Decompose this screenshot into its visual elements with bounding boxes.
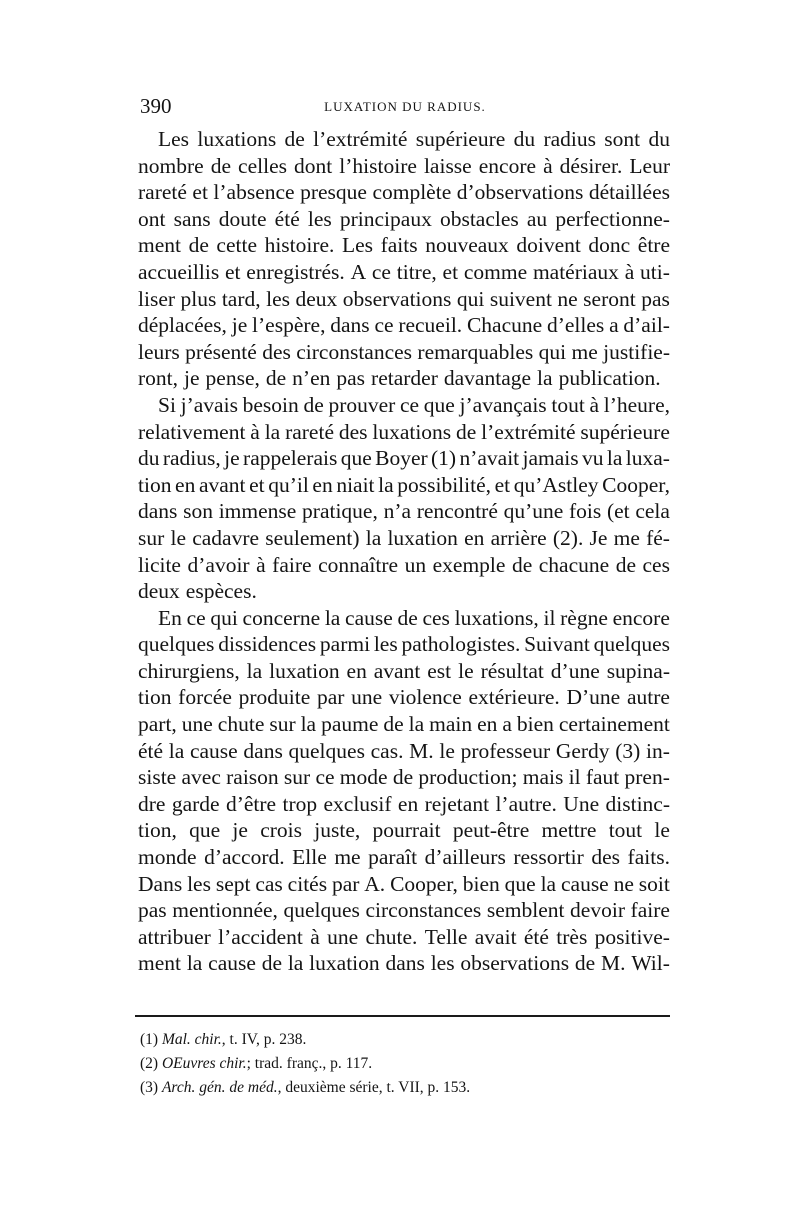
footnote [140,1076,660,1100]
text-line: sur le cadavre seulement) la luxation en arrière (2). Je me fé- [138,525,670,550]
text-line: tion forcée produite par une violence extérieure. D’une autre [138,685,670,710]
text-line: liser plus tard, les deux observations qui suivent ne seront pas [138,286,670,311]
footnote-title: OEuvres chir. [161,1055,247,1072]
footnote [140,1052,660,1076]
text-line: dre garde d’être trop exclusif en rejetant l’autre. Une distinc- [138,791,670,816]
text-line: du radius, je rappelerais que Boyer (1) n’avait jamais vu la luxa- [138,446,670,471]
text-line: chirurgiens, la luxation en avant est le résultat d’une supina- [138,658,670,683]
text-line: En ce qui concerne la cause de ces luxations, il règne encore [158,605,670,630]
text-line: ront, je pense, de n’en pas retarder davantage la publication. [138,366,661,391]
text-line: déplacées, je l’espère, dans ce recueil. Chacune d’elles a d’ail- [138,313,670,338]
text-line: rareté et l’absence presque complète d’observations détaillées [138,180,670,205]
running-head: LUXATION DU RADIUS. [324,99,486,114]
text-line: Si j’avais besoin de prouver ce que j’avançais tout à l’heure, [158,392,670,417]
body-text [138,126,670,977]
footnote-title: Mal. chir. [161,1031,222,1048]
footnotes [140,1028,660,1100]
text-line: monde d’accord. Elle me paraît d’ailleurs ressortir des faits. [138,845,670,870]
footnote-reference: ; trad. franç., p. 117. [246,1055,373,1072]
text-line: Les luxations de l’extrémité supérieure du radius sont du [158,127,670,151]
footnote-title: Arch. gén. de méd. [161,1079,278,1096]
text-line: été la cause dans quelques cas. M. le professeur Gerdy (3) in- [138,738,670,763]
text-line: quelques dissidences parmi les pathologistes. Suivant quelques [138,632,670,657]
text-line: tion en avant et qu’il en niait la possibilité, et qu’Astley Cooper, [138,472,670,497]
text-line: licite d’avoir à faire connaître un exemple de chacune de ces [138,552,670,577]
text-line: leurs présenté des circonstances remarquables qui me justifie- [138,339,670,364]
text-line: Dans les sept cas cités par A. Cooper, bien que la cause ne soit [138,871,670,896]
text-line: ment de cette histoire. Les faits nouveaux doivent donc être [138,233,670,258]
footnote [140,1028,660,1052]
text-line: siste avec raison sur ce mode de production; mais il faut pren- [138,765,670,790]
text-line: ont sans doute été les principaux obstacles au perfectionne- [138,206,670,231]
footnote-mark: (1) [140,1031,159,1048]
text-line: attribuer l’accident à une chute. Telle avait été très positive- [138,924,670,949]
page-number: 390 [140,94,172,118]
footnote-rule [135,1015,670,1017]
footnote-reference: , t. IV, p. 238. [221,1031,307,1048]
text-line: part, une chute sur la paume de la main en a bien certainement [138,712,670,737]
text-line: ment la cause de la luxation dans les observations de M. Wil- [138,951,670,976]
footnote-reference: , deuxième série, t. VII, p. 153. [277,1079,471,1096]
text-line: nombre de celles dont l’histoire laisse encore à désirer. Leur [138,153,670,178]
text-line: tion, que je crois juste, pourrait peut-être mettre tout le [138,818,670,843]
footnote-mark: (3) [140,1079,159,1096]
text-line: accueillis et enregistrés. A ce titre, et comme matériaux à uti- [138,259,670,284]
text-line: dans son immense pratique, n’a rencontré qu’une fois (et cela [138,499,670,524]
text-line: relativement à la rareté des luxations de l’extrémité supérieure [138,419,670,444]
text-line: deux espèces. [138,579,257,604]
footnote-mark: (2) [140,1055,159,1072]
page-header [140,94,670,118]
text-line: pas mentionnée, quelques circonstances semblent devoir faire [138,898,670,923]
